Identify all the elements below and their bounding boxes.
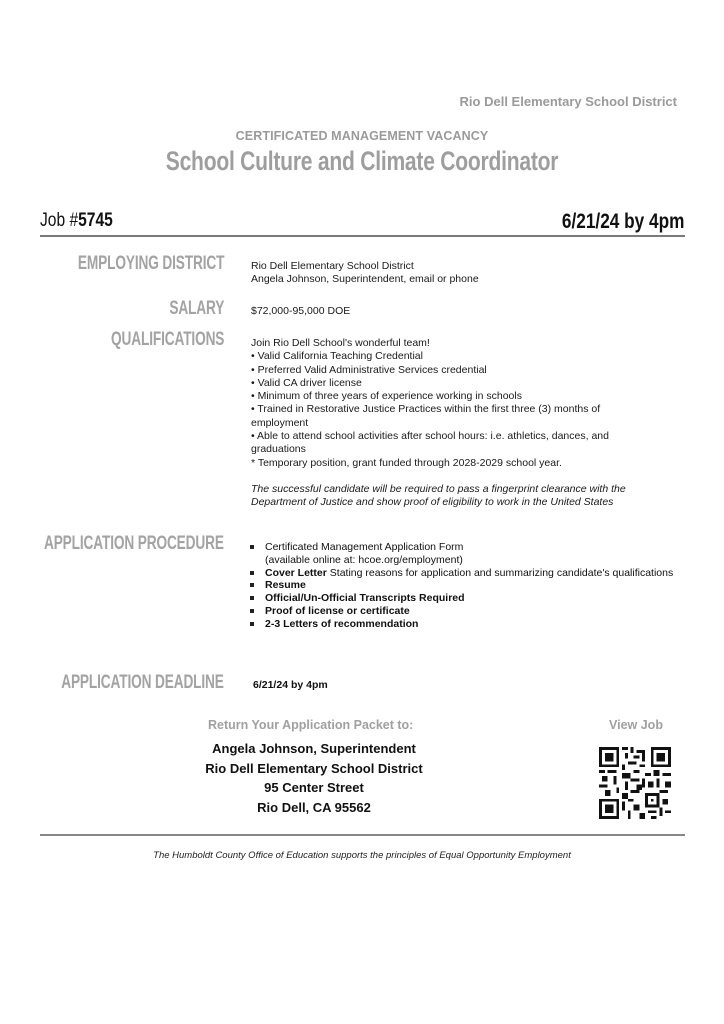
divider <box>40 235 685 237</box>
footer-divider <box>40 834 685 836</box>
address-line: Rio Dell Elementary School District <box>205 760 423 776</box>
application-deadline-value: 6/21/24 by 4pm <box>253 679 328 691</box>
salary-value: $72,000-95,000 DOE <box>251 305 351 317</box>
bullet-icon <box>250 571 254 575</box>
procedure-item: Certificated Management Application Form (available online at: hcoe.org/employment) <box>250 541 680 567</box>
job-number-value: 5745 <box>78 210 113 231</box>
application-procedure-list <box>250 541 680 631</box>
employing-district-value <box>251 260 691 287</box>
bullet-icon <box>250 596 254 600</box>
fingerprint-note: The successful candidate will be required to pass a fingerprint clearance with the Department of Justice and show proof of eligibility to work in the United States <box>251 482 626 509</box>
procedure-item: Proof of license or certificate <box>250 605 680 618</box>
application-form-link-note: (available online at: hcoe.org/employment) <box>265 553 463 566</box>
label-qualifications: QUALIFICATIONS <box>110 329 224 350</box>
district-line: Rio Dell Elementary School District <box>251 260 414 272</box>
page-title: School Culture and Climate Coordinator <box>165 146 559 176</box>
procedure-item: Cover Letter Stating reasons for application and summarizing candidate's qualifications <box>250 567 680 580</box>
label-application-deadline: APPLICATION DEADLINE <box>61 672 224 693</box>
procedure-item: 2-3 Letters of recommendation <box>250 618 680 631</box>
qualification-item: • Trained in Restorative Justice Practices within the first three (3) months of employment <box>251 403 601 429</box>
qualifications-value <box>251 337 651 510</box>
qualification-item: • Valid California Teaching Credential <box>251 350 423 363</box>
qualification-item: • Minimum of three years of experience working in schools <box>251 390 522 403</box>
eoe-statement: The Humboldt County Office of Education supports the principles of Equal Opportunity Employment <box>153 850 571 861</box>
address-line: Rio Dell, CA 95562 <box>257 799 371 815</box>
vacancy-type: CERTIFICATED MANAGEMENT VACANCY <box>235 129 489 143</box>
label-salary: SALARY <box>169 298 224 319</box>
bullet-icon <box>250 583 254 587</box>
bullet-icon <box>250 609 254 613</box>
procedure-item: Official/Un-Official Transcripts Required <box>250 592 680 605</box>
return-address <box>170 739 458 817</box>
label-employing-district: EMPLOYING DISTRICT <box>77 253 224 274</box>
deadline-header: 6/21/24 by 4pm <box>561 210 684 233</box>
job-prefix: Job # <box>40 210 79 231</box>
district-name-header: Rio Dell Elementary School District <box>459 94 677 109</box>
return-heading: Return Your Application Packet to: <box>208 718 414 732</box>
qualification-item: • Valid CA driver license <box>251 376 362 389</box>
label-application-procedure: APPLICATION PROCEDURE <box>44 533 224 554</box>
view-job-label: View Job <box>609 718 663 732</box>
qualification-item: • Able to attend school activities after school hours: i.e. athletics, dances, and graduations <box>251 430 609 456</box>
qr-code-icon[interactable] <box>599 747 671 819</box>
job-number <box>40 210 113 232</box>
address-line: Angela Johnson, Superintendent <box>212 741 416 756</box>
address-line: 95 Center Street <box>264 780 364 795</box>
bullet-icon <box>250 545 254 549</box>
qualification-item: • Preferred Valid Administrative Services credential <box>251 363 487 376</box>
qualification-note-temporary: * Temporary position, grant funded through 2028-2029 school year. <box>251 456 562 469</box>
qualifications-intro: Join Rio Dell School's wonderful team! <box>251 337 430 349</box>
procedure-item: Resume <box>250 579 680 592</box>
contact-line: Angela Johnson, Superintendent, email or phone <box>251 273 479 286</box>
bullet-icon <box>250 622 254 626</box>
